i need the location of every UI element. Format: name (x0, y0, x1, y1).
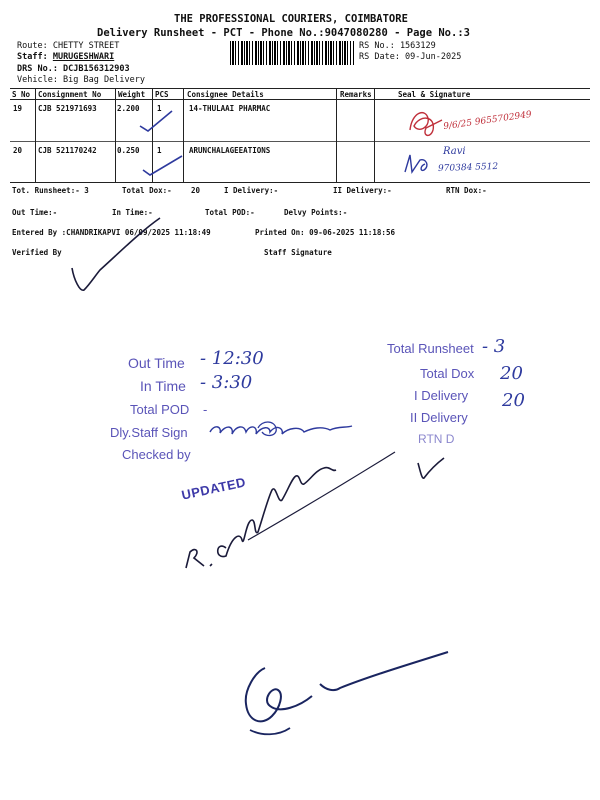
row2-receiver-phone: 970384 5512 (437, 161, 499, 175)
row-pcs: 1 (157, 146, 162, 155)
row-weight: 0.250 (117, 146, 140, 155)
stamp-total-pod-value: - (203, 402, 208, 417)
in-time: In Time:- (112, 208, 153, 217)
red-signature (410, 113, 442, 136)
i-delivery: I Delivery:- (224, 186, 279, 195)
stamp-out-time-value: - 12:30 (200, 348, 264, 369)
rs-date: RS Date: 09-Jun-2025 (359, 52, 462, 62)
stamp-out-time-label: Out Time (128, 355, 185, 371)
header-consignee: Consignee Details (187, 90, 264, 99)
stamp-checked-by-label: Checked by (122, 447, 191, 462)
total-dox-value: 20 (191, 186, 201, 195)
tick-mark (140, 111, 172, 131)
stamp-ii-delivery-label: II Delivery (410, 410, 468, 425)
check-mark (418, 458, 444, 478)
header-sno: S No (12, 90, 31, 99)
row-consignment: CJB 521971693 (38, 104, 97, 113)
entered-by: Entered By :CHANDRIKAPVI 06/09/2025 11:18:49 (12, 228, 211, 237)
header-weight: Weight (118, 90, 146, 99)
stamp-total-dox-label: Total Dox (420, 366, 475, 381)
row-consignee: ARUNCHALAGEEATIONS (189, 146, 271, 155)
verified-by: Verified By (12, 248, 62, 257)
row-sno: 19 (13, 104, 23, 113)
staff-label: Staff: (17, 52, 53, 62)
dly-staff-signature (210, 426, 352, 434)
out-time: Out Time:- (12, 208, 58, 217)
stamp-total-pod-label: Total POD (130, 402, 190, 417)
header-remarks: Remarks (340, 90, 372, 99)
row-consignee: 14-THULAAI PHARMAC (189, 104, 271, 113)
stamp-i-delivery-value: 20 (502, 390, 525, 411)
staff-name: MURUGESHWARI (52, 52, 115, 62)
total-pod: Total POD:- (205, 208, 255, 217)
tick-mark (143, 156, 182, 175)
runsheet-subtitle: Delivery Runsheet - PCT - Phone No.:9047080280 - Page No.:3 (97, 27, 470, 39)
tot-runsheet: Tot. Runsheet:- 3 (12, 186, 89, 195)
drs-number: DRS No.: DCJB156312903 (17, 64, 130, 74)
row-consignment: CJB 521170242 (38, 146, 97, 155)
stamp-total-dox-value: 20 (500, 363, 523, 384)
delvy-points: Delvy Points:- (284, 208, 348, 217)
header-pcs: PCS (155, 90, 169, 99)
total-dox-label: Total Dox:- (122, 186, 172, 195)
stamp-rtn-label: RTN D (418, 432, 455, 446)
updated-stamp: UPDATED (180, 474, 248, 503)
company-title: THE PROFESSIONAL COURIERS, COIMBATORE (174, 13, 408, 25)
stamp-i-delivery-label: I Delivery (414, 388, 469, 403)
stamp-in-time-value: - 3:30 (200, 372, 253, 393)
stamp-total-runsheet-label: Total Runsheet (387, 341, 474, 356)
stamp-dly-staff-label: Dly.Staff Sign (110, 425, 188, 440)
rtn-dox: RTN Dox:- (446, 186, 487, 195)
stamp-in-time-label: In Time (140, 378, 186, 394)
chandrika-signature (186, 468, 336, 568)
verified-by-signature (72, 218, 160, 290)
row-pcs: 1 (157, 104, 162, 113)
rs-number: RS No.: 1563129 (359, 41, 436, 51)
bottom-signature-tail (250, 728, 290, 734)
row2-receiver-name: Ravi (443, 146, 466, 157)
header-seal: Seal & Signature (398, 90, 471, 99)
printed-on: Printed On: 09-06-2025 11:18:56 (255, 228, 395, 237)
bottom-signature (246, 652, 448, 721)
stamp-total-runsheet-value: - 3 (482, 336, 506, 357)
blue-signature (405, 155, 427, 172)
route-text: Route: CHETTY STREET (17, 41, 120, 51)
ii-delivery: II Delivery:- (333, 186, 392, 195)
row1-signature-note: 9/6/25 9655702949 (442, 109, 533, 133)
row-weight: 2.200 (117, 104, 140, 113)
header-consignment: Consignment No (38, 90, 102, 99)
row-sno: 20 (13, 146, 23, 155)
vehicle-text: Vehicle: Big Bag Delivery (17, 75, 145, 85)
staff-signature-label: Staff Signature (264, 248, 332, 257)
